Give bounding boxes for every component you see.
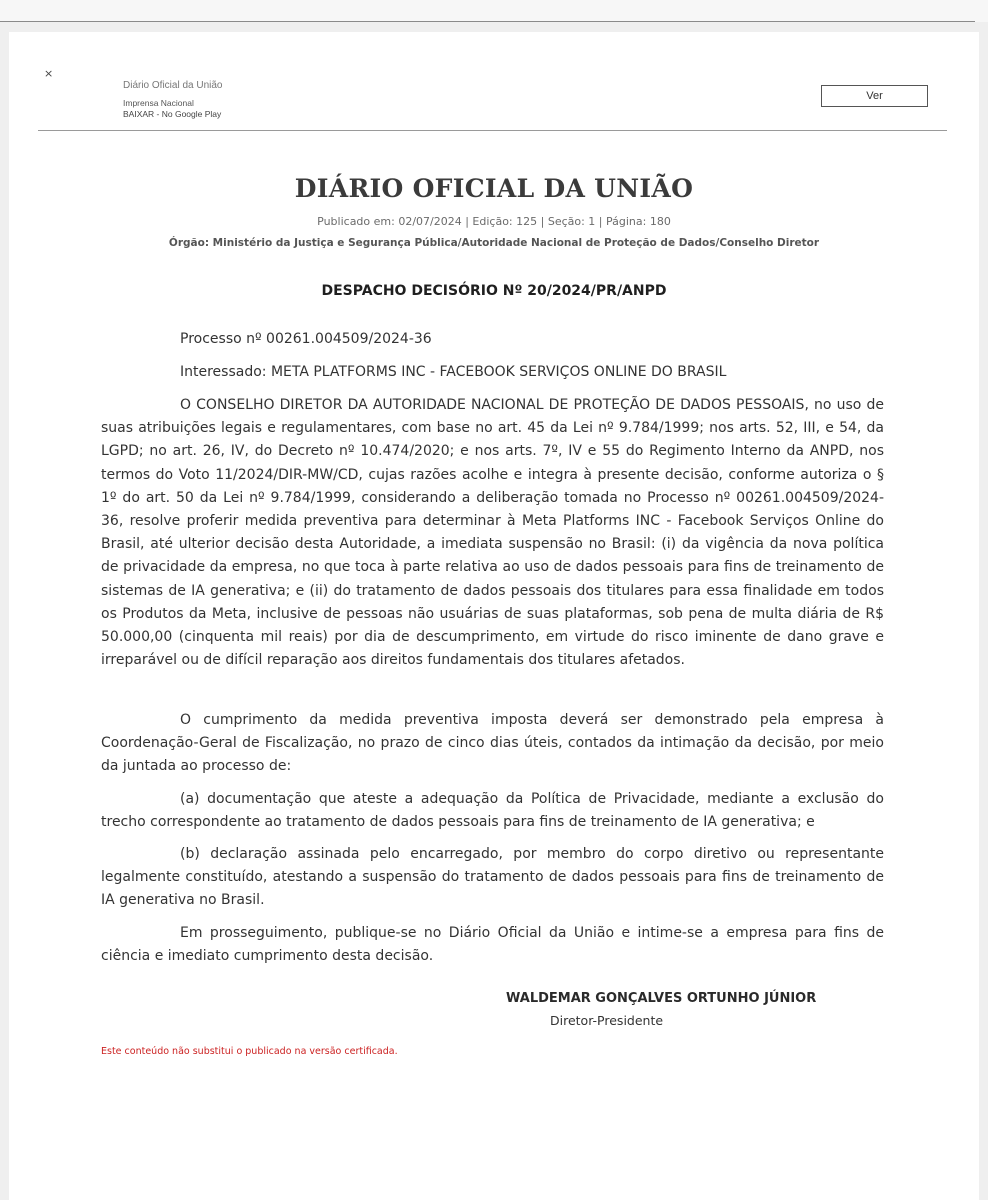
publication-info: Publicado em: 02/07/2024 | Edição: 125 | Seção: 1 | Página: 180 <box>317 215 671 228</box>
processo-number: Processo nº 00261.004509/2024-36 <box>180 331 432 347</box>
app-banner-publisher: Imprensa Nacional <box>123 98 194 108</box>
compliance-paragraph: O cumprimento da medida preventiva imposta deverá ser demonstrado pela empresa à Coordenação-Geral de Fiscalização, no prazo de cinco dias úteis, contados da intimação da decisão, por meio da juntada ao processo de: <box>101 712 884 775</box>
main-paragraph: O CONSELHO DIRETOR DA AUTORIDADE NACIONAL DE PROTEÇÃO DE DADOS PESSOAIS, no uso de suas atribuições legais e regulamentares, com base no art. 45 da Lei nº 9.784/1999; nos arts. 52, III, e 54, da LGPD; no art. 26, IV, do Decreto nº 10.474/2020; e nos arts. 7º, IV e 55 do Regimento Interno da ANPD, nos termos do Voto 11/2024/DIR-MW/CD, cujas razões acolhe e integra à presente decisão, conforme autoriza o § 1º do art. 50 da Lei nº 9.784/1999, considerando a deliberação tomada no Processo nº 00261.004509/2024-36, resolve proferir medida preventiva para determinar à Meta Platforms INC - Facebook Serviços Online do Brasil, até ulterior decisão desta Autoridade, a imediata suspensão no Brasil: (i) da vigência da nova política de privacidade da empresa, no que toca à parte relativa ao uso de dados pessoais para fins de treinamento de sistemas de IA generativa; e (ii) do tratamento de dados pessoais dos titulares para essa finalidade em todos os Produtos da Meta, inclusive de pessoas não usuárias de suas plataformas, sob pena de multa diária de R$ 50.000,00 (cinquenta mil reais) por dia de descumprimento, em virtude do risco iminente de dano grave e irreparável ou de difícil reparação aos direitos fundamentais dos titulares afetados. <box>101 397 884 669</box>
app-banner-title: Diário Oficial da União <box>123 80 223 91</box>
certification-disclaimer: Este conteúdo não substitui o publicado na versão certificada. <box>101 1046 398 1057</box>
item-a-paragraph: (a) documentação que ateste a adequação da Política de Privacidade, mediante a exclusão do trecho correspondente ao tratamento de dados pessoais para fins de treinamento de IA generativa; e <box>101 791 884 831</box>
signer-name: WALDEMAR GONÇALVES ORTUNHO JÚNIOR <box>506 991 817 1006</box>
top-strip-edge <box>0 21 975 22</box>
view-button[interactable]: Ver <box>821 85 928 107</box>
despacho-title: DESPACHO DECISÓRIO Nº 20/2024/PR/ANPD <box>321 283 667 299</box>
interessado-line: Interessado: META PLATFORMS INC - FACEBOOK SERVIÇOS ONLINE DO BRASIL <box>180 364 727 380</box>
close-icon[interactable]: × <box>44 67 54 80</box>
signer-role: Diretor-Presidente <box>550 1013 664 1028</box>
top-strip <box>0 0 988 22</box>
banner-divider <box>38 130 947 131</box>
closing-paragraph: Em prosseguimento, publique-se no Diário Oficial da União e intime-se a empresa para fins de ciência e imediato cumprimento desta decisão. <box>101 925 884 965</box>
gazette-title: DIÁRIO OFICIAL DA UNIÃO <box>294 174 694 203</box>
item-b-paragraph: (b) declaração assinada pelo encarregado, por membro do corpo diretivo ou representante legalmente constituído, atestando a suspensão do tratamento de dados pessoais para fins de treinamento de IA generativa no Brasil. <box>101 846 884 909</box>
app-banner-download-link[interactable]: BAIXAR - No Google Play <box>123 109 222 119</box>
orgao-line: Órgão: Ministério da Justiça e Segurança Pública/Autoridade Nacional de Proteção de Dados/Conselho Diretor <box>168 237 820 249</box>
